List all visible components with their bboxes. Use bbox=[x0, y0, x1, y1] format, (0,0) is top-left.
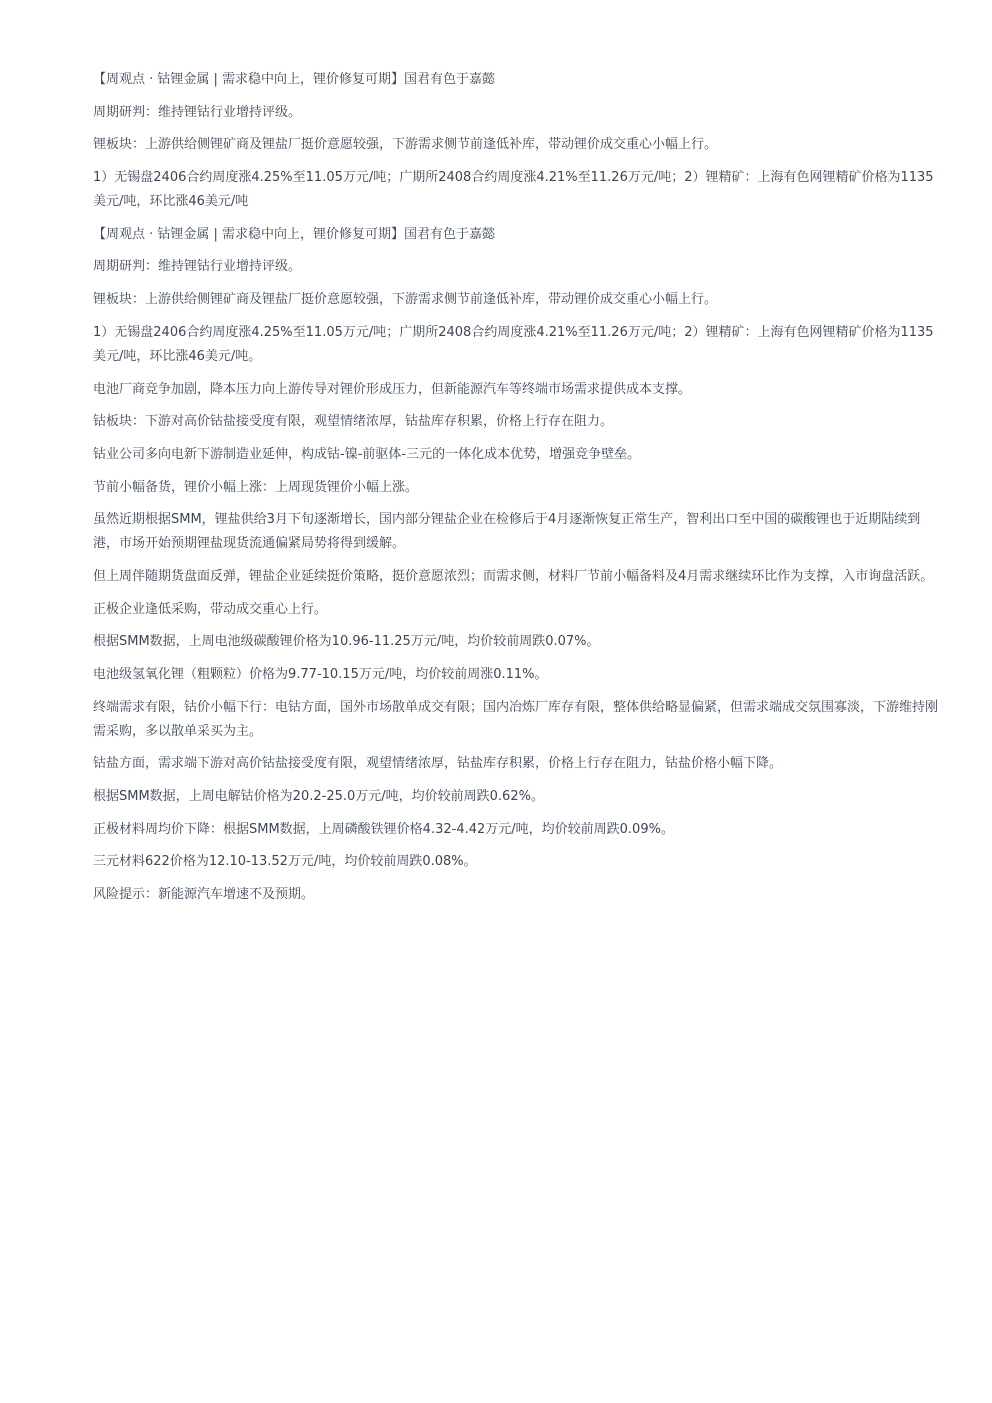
cobalt-companies-paragraph: 钴业公司多向电新下游制造业延伸，构成钴-镍-前驱体-三元的一体化成本优势，增强竞争壁垒。 bbox=[93, 446, 641, 462]
futures-rebound-paragraph: 但上周伴随期货盘面反弹，锂盐企业延续挺价策略，挺价意愿浓烈；而需求侧，材料厂节前小幅备料及4月需求继续环比作为支撑，入市询盘活跃。 bbox=[93, 568, 934, 584]
report-title-repeat: 【周观点 · 钴锂金属 | 需求稳中向上，锂价修复可期】国君有色于嘉懿 bbox=[93, 226, 496, 242]
report-title: 【周观点 · 钴锂金属 | 需求稳中向上，锂价修复可期】国君有色于嘉懿 bbox=[93, 72, 496, 87]
rating-paragraph-repeat: 周期研判：维持锂钴行业增持评级。 bbox=[93, 259, 302, 275]
cobalt-salt-paragraph: 钴盐方面，需求端下游对高价钴盐接受度有限，观望情绪浓厚，钴盐库存积累，价格上行存在阻力，钴盐价格小幅下降。 bbox=[93, 756, 783, 772]
lithium-section-paragraph: 锂板块：上游供给侧锂矿商及锂盐厂挺价意愿较强，下游需求侧节前逢低补库，带动锂价成交重心小幅上行。 bbox=[93, 137, 718, 153]
lithium-futures-paragraph: 1）无锡盘2406合约周度涨4.25%至11.05万元/吨；广期所2408合约周度涨4.21%至11.26万元/吨；2）锂精矿：上海有色网锂精矿价格为1135美元/吨，环比涨46美元/吨 bbox=[93, 170, 934, 210]
risk-warning-paragraph: 风险提示：新能源汽车增速不及预期。 bbox=[93, 887, 315, 903]
lithium-hydroxide-price-paragraph: 电池级氢氧化锂（粗颗粒）价格为9.77-10.15万元/吨，均价较前周涨0.11%。 bbox=[93, 667, 548, 682]
supply-paragraph: 虽然近期根据SMM，锂盐供给3月下旬逐渐增长，国内部分锂盐企业在检修后于4月逐渐恢复正常生产，智利出口至中国的碳酸锂也于近期陆续到港，市场开始预期锂盐现货流通偏紧局势将得到缓解。 bbox=[93, 512, 921, 552]
lithium-futures-paragraph-repeat: 1）无锡盘2406合约周度涨4.25%至11.05万元/吨；广期所2408合约周度涨4.21%至11.26万元/吨；2）锂精矿：上海有色网锂精矿价格为1135美元/吨，环比涨46美元/吨。 bbox=[93, 324, 934, 364]
cathode-price-paragraph: 正极材料周均价下降：根据SMM数据，上周磷酸铁锂价格4.32-4.42万元/吨，均价较前周跌0.09%。 bbox=[93, 821, 674, 837]
rating-paragraph: 周期研判：维持锂钴行业增持评级。 bbox=[93, 104, 302, 120]
ternary-price-paragraph: 三元材料622价格为12.10-13.52万元/吨，均价较前周跌0.08%。 bbox=[93, 854, 477, 870]
document-body bbox=[93, 68, 943, 916]
battery-competition-paragraph: 电池厂商竞争加剧，降本压力向上游传导对锂价形成压力，但新能源汽车等终端市场需求提供成本支撑。 bbox=[93, 381, 692, 397]
lithium-section-paragraph-repeat: 锂板块：上游供给侧锂矿商及锂盐厂挺价意愿较强，下游需求侧节前逢低补库，带动锂价成交重心小幅上行。 bbox=[93, 292, 718, 308]
cathode-purchase-paragraph: 正极企业逢低采购，带动成交重心上行。 bbox=[93, 601, 328, 617]
stocking-paragraph: 节前小幅备货，锂价小幅上涨：上周现货锂价小幅上涨。 bbox=[93, 479, 419, 495]
lithium-carbonate-price-paragraph: 根据SMM数据，上周电池级碳酸锂价格为10.96-11.25万元/吨，均价较前周跌0.07%。 bbox=[93, 634, 600, 650]
electrolytic-cobalt-price-paragraph: 根据SMM数据，上周电解钴价格为20.2-25.0万元/吨，均价较前周跌0.62%。 bbox=[93, 789, 544, 805]
cobalt-section-paragraph: 钴板块：下游对高价钴盐接受度有限，观望情绪浓厚，钴盐库存积累，价格上行存在阻力。 bbox=[93, 414, 614, 430]
cobalt-demand-paragraph: 终端需求有限，钴价小幅下行：电钴方面，国外市场散单成交有限；国内冶炼厂库存有限，整体供给略显偏紧，但需求端成交氛围寡淡，下游维持刚需采购，多以散单采买为主。 bbox=[93, 699, 939, 739]
